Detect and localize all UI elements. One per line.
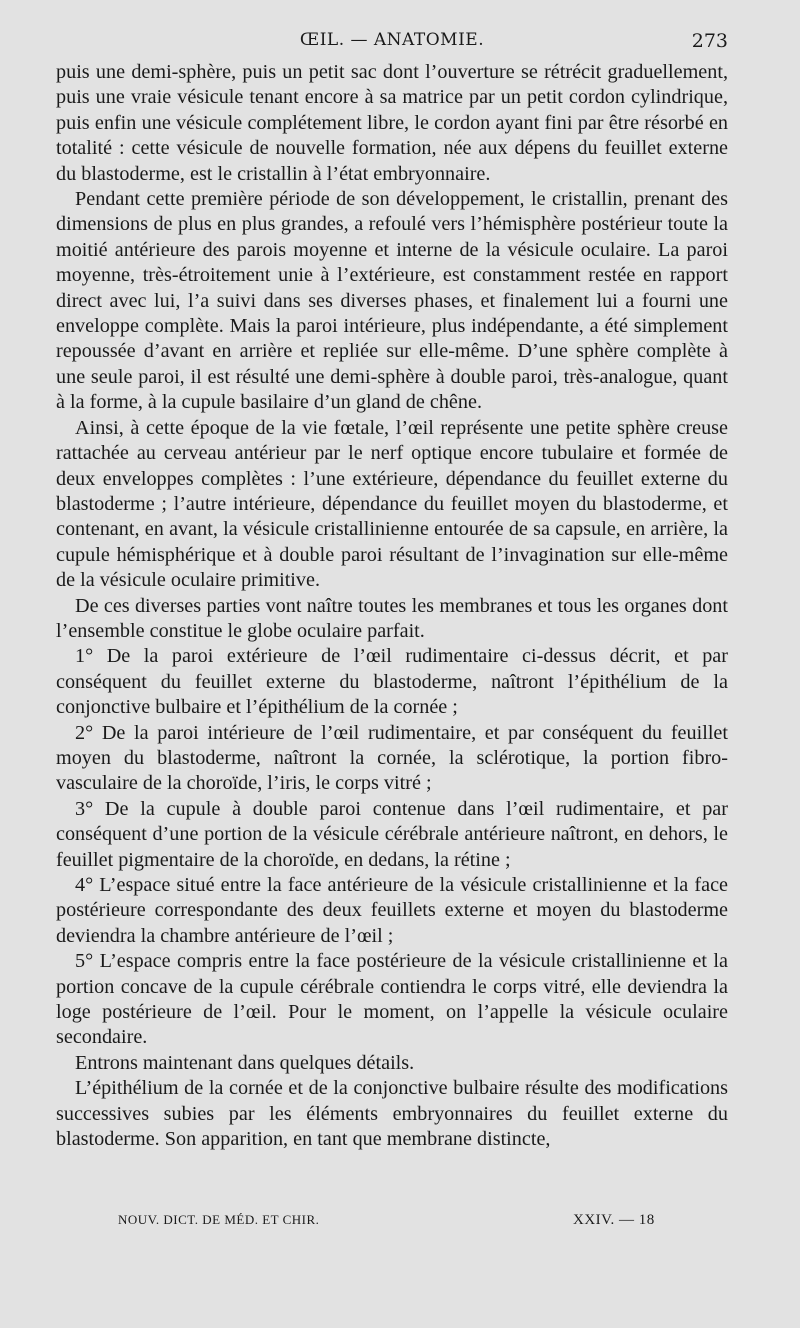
paragraph: Pendant cette première période de son développement, le cristallin, prenant des dimensions de plus en plus grandes, a refoulé vers l’hémisphère postérieur toute la moitié antérieure des parois moyenne et interne de la vésicule oculaire. La paroi moyenne, très-étroitement unie à l’extérieure, est constamment restée en rapport direct avec lui, l’a suivi dans ses diverses phases, et finalement lui a fourni une enveloppe complète. Mais la paroi intérieure, plus indépendante, a été simplement repoussée d’avant en arrière et repliée sur elle-même. D’une sphère complète à une seule paroi, il est résulté une demi-sphère à double paroi, très-analogue, quant à la forme, à la cupule basilaire d’un gland de chêne.	[56, 188, 728, 414]
running-title: ŒIL. — ANATOMIE.	[299, 30, 485, 50]
page-number: 273	[691, 30, 728, 52]
footer-publication: NOUV. DICT. DE MÉD. ET CHIR.	[118, 1212, 320, 1227]
list-item: 2° De la paroi intérieure de l’œil rudimentaire, et par conséquent du feuillet moyen du blastoderme, naîtront la cornée, la sclérotique, la portion fibro-vasculaire de la choroïde, l’iris, le corps vitré ;	[56, 721, 728, 795]
footer-volume-signature: XXIV. — 18	[573, 1212, 655, 1228]
list-item: 1° De la paroi extérieure de l’œil rudimentaire ci-dessus décrit, et par conséquent du feuillet externe du blastoderme, naîtront l’épithélium de la conjonctive bulbaire et l’épithélium de la cornée ;	[56, 645, 728, 719]
list-item: 5° L’espace compris entre la face postérieure de la vésicule cristallinienne et la portion concave de la cupule cérébrale contiendra le corps vitré, elle deviendra la loge postérieure de l’œil. Pour le moment, on l’appelle la vésicule oculaire secondaire.	[56, 950, 728, 1049]
paragraph: Entrons maintenant dans quelques détails.	[75, 1051, 415, 1074]
paragraph: puis une demi-sphère, puis un petit sac dont l’ouverture se rétrécit graduellement, puis une vraie vésicule tenant encore à sa matrice par un petit cordon cylindrique, puis enfin une vésicule complétement libre, le cordon ayant fini par être résorbé en totalité : cette vésicule de nouvelle formation, née aux dépens du feuillet externe du blastoderme, est le cristallin à l’état embryonnaire.	[56, 61, 728, 185]
page-header	[56, 30, 728, 58]
paragraph: L’épithélium de la cornée et de la conjonctive bulbaire résulte des modifications successives subies par les éléments embryonnaires du feuillet externe du blastoderme. Son apparition, en tant que membrane distincte,	[56, 1077, 728, 1151]
paragraph: De ces diverses parties vont naître toutes les membranes et tous les organes dont l’ensemble constitue le globe oculaire parfait.	[56, 594, 728, 642]
paragraph: Ainsi, à cette époque de la vie fœtale, l’œil représente une petite sphère creuse rattachée au cerveau antérieur par le nerf optique encore tubulaire et formée de deux enveloppes complètes : l’une extérieure, dépendance du feuillet externe du blastoderme ; l’autre intérieure, dépendance du feuillet moyen du blastoderme, et contenant, en avant, la vésicule cristallinienne entourée de sa capsule, en arrière, la cupule hémisphérique et à double paroi résultant de l’invagination sur elle-même de la vésicule oculaire primitive.	[56, 416, 728, 592]
list-item: 4° L’espace situé entre la face antérieure de la vésicule cristallinienne et la face postérieure correspondante des deux feuillets externe et moyen du blastoderme deviendra la chambre antérieure de l’œil ;	[56, 874, 728, 947]
list-item: 3° De la cupule à double paroi contenue dans l’œil rudimentaire, et par conséquent d’une portion de la vésicule cérébrale antérieure naîtront, en dehors, le feuillet pigmentaire de la choroïde, en dedans, la rétine ;	[56, 797, 728, 871]
body-text	[56, 60, 728, 1152]
page-footer	[118, 1212, 718, 1236]
